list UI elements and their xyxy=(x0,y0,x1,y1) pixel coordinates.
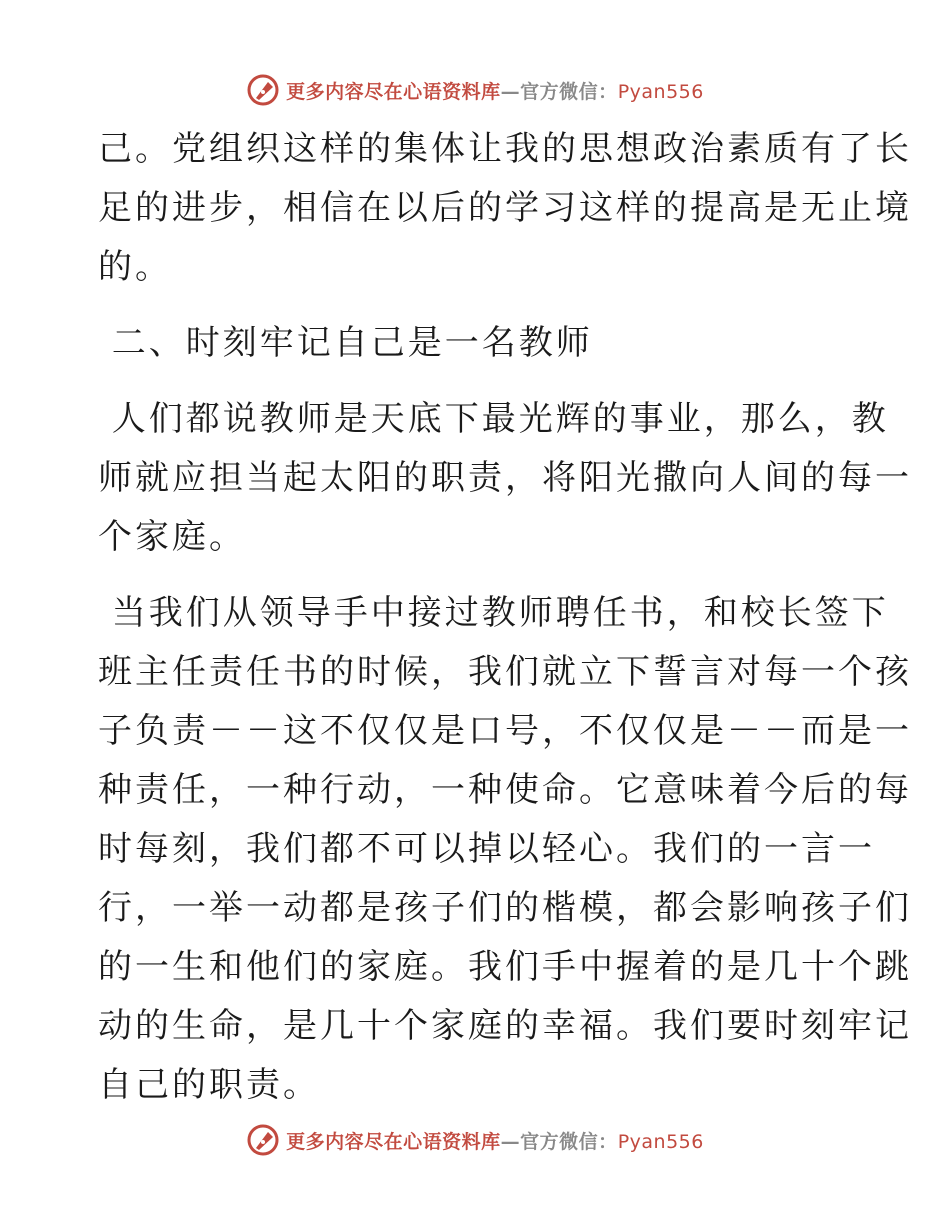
text-line: 人们都说教师是天底下最光辉的事业，那么，教 xyxy=(98,399,889,439)
header-watermark xyxy=(0,70,950,110)
watermark-label: 官方微信： xyxy=(520,1130,618,1153)
watermark-dash: — xyxy=(500,1130,521,1153)
watermark-brand: 更多内容尽在心语资料库 xyxy=(286,1130,501,1153)
heading-line: 二、时刻牢记自己是一名教师 xyxy=(98,323,593,363)
pen-nib-logo-icon xyxy=(246,73,280,107)
text-line: 当我们从领导手中接过教师聘任书，和校长签下 xyxy=(98,593,889,633)
text-line: 的一生和他们的家庭。我们手中握着的是几十个跳 xyxy=(98,947,912,987)
text-line: 行，一举一动都是孩子们的楷模，都会影响孩子们 xyxy=(98,888,912,928)
watermark-text xyxy=(286,1127,704,1154)
text-line: 的。 xyxy=(98,247,172,287)
watermark-brand: 更多内容尽在心语资料库 xyxy=(286,80,501,103)
text-line: 自己的职责。 xyxy=(98,1065,320,1105)
text-line: 足的进步，相信在以后的学习这样的提高是无止境 xyxy=(98,188,912,228)
text-line: 班主任责任书的时候，我们就立下誓言对每一个孩 xyxy=(98,652,912,692)
paragraph xyxy=(98,120,912,297)
watermark-dash: — xyxy=(500,80,521,103)
watermark-text xyxy=(286,77,704,104)
text-line: 己。党组织这样的集体让我的思想政治素质有了长 xyxy=(98,129,912,169)
pen-nib-logo-icon xyxy=(246,1123,280,1157)
text-line: 动的生命，是几十个家庭的幸福。我们要时刻牢记 xyxy=(98,1006,912,1046)
watermark-account: Pyan556 xyxy=(617,1130,704,1153)
document-body xyxy=(98,120,912,1115)
watermark-label: 官方微信： xyxy=(520,80,618,103)
text-line: 师就应担当起太阳的职责，将阳光撒向人间的每一 xyxy=(98,458,912,498)
watermark-account: Pyan556 xyxy=(617,80,704,103)
text-line: 子负责－－这不仅仅是口号，不仅仅是－－而是一 xyxy=(98,711,912,751)
footer-watermark xyxy=(0,1120,950,1160)
text-line: 时每刻，我们都不可以掉以轻心。我们的一言一 xyxy=(98,829,875,869)
text-line: 种责任，一种行动，一种使命。它意味着今后的每 xyxy=(98,770,912,810)
text-line: 个家庭。 xyxy=(98,517,246,557)
section-heading xyxy=(98,314,850,373)
paragraph xyxy=(98,584,912,1115)
paragraph xyxy=(98,390,912,567)
